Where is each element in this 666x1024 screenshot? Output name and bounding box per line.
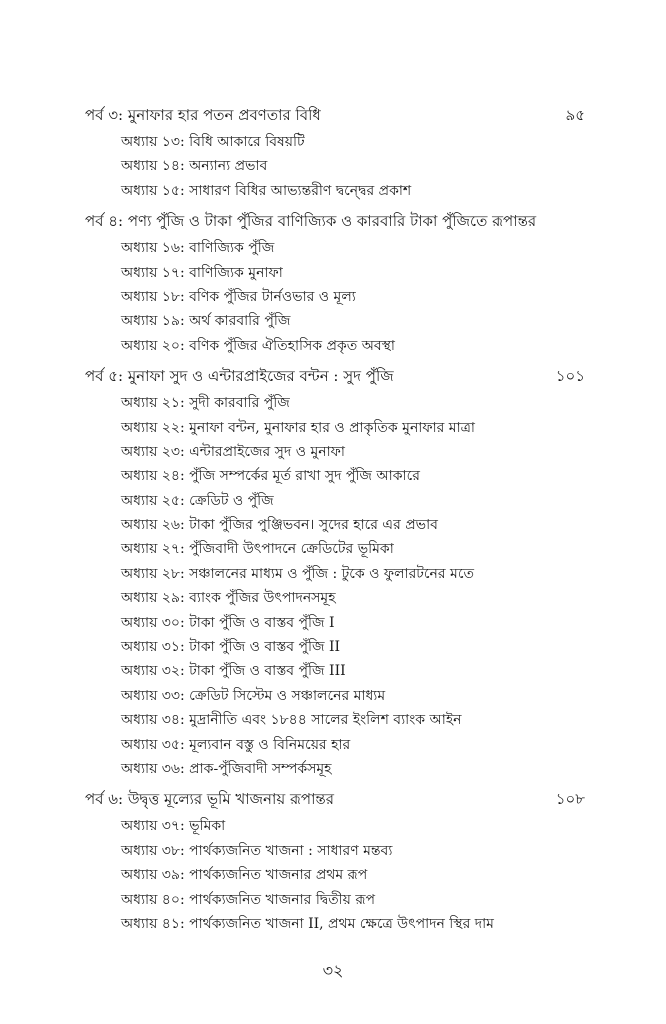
chapter-entry: অধ্যায় ১৬: বাণিজ্যিক পুঁজি <box>121 240 275 257</box>
part-title: পর্ব ৩: মুনাফার হার পতন প্রবণতার বিধি <box>85 106 321 124</box>
toc-part <box>85 101 585 203</box>
part-page-number: ১০১ <box>555 367 585 386</box>
page-number: ৩২ <box>322 961 344 980</box>
chapter-entry: অধ্যায় ৩৬: প্রাক-পুঁজিবাদী সম্পর্কসমূহ <box>121 760 332 777</box>
chapter-entry: অধ্যায় ২০: বণিক পুঁজির ঐতিহাসিক প্রকৃত অবস্থা <box>121 337 395 354</box>
chapter-entry: অধ্যায় ২৮: সঞ্চালনের মাধ্যম ও পুঁজি : টুকে ও ফুলারটনের মতে <box>121 565 474 582</box>
part-title: পর্ব ৪: পণ্য পুঁজি ও টাকা পুঁজির বাণিজ্যিক ও কারবারি টাকা পুঁজিতে রূপান্তর <box>85 212 537 231</box>
chapter-entry: অধ্যায় ৪১: পার্থক্যজনিত খাজনা II, প্রথম ক্ষেত্রে উৎপাদন স্থির দাম <box>121 915 494 932</box>
chapter-entry: অধ্যায় ২৩: এন্টারপ্রাইজের সুদ ও মুনাফা <box>121 443 345 460</box>
toc-part <box>85 207 585 358</box>
chapter-entry: অধ্যায় ২২: মুনাফা বন্টন, মুনাফার হার ও প্রাকৃতিক মুনাফার মাত্রা <box>121 419 475 436</box>
chapter-entry: অধ্যায় ২৪: পুঁজি সম্পর্কের মূর্ত রাখা সুদ পুঁজি আকারে <box>121 468 420 485</box>
chapter-entry: অধ্যায় ১৩: বিধি আকারে বিষয়টি <box>121 134 305 150</box>
chapter-entry: অধ্যায় ২৯: ব্যাংক পুঁজির উৎপাদনসমূহ <box>121 590 336 607</box>
chapter-entry: অধ্যায় ৩৪: মুদ্রানীতি এবং ১৮৪৪ সালের ইংলিশ ব্যাংক আইন <box>121 712 462 729</box>
part-title: পর্ব ৬: উদ্বৃত্ত মূল্যের ভূমি খাজনায় রূপান্তর <box>85 790 335 809</box>
part-heading <box>85 101 585 130</box>
chapter-entry: অধ্যায় ২৫: ক্রেডিট ও পুঁজি <box>121 492 274 509</box>
part-heading <box>85 207 585 236</box>
chapter-entry: অধ্যায় ৩৫: মূল্যবান বস্তু ও বিনিময়ের হার <box>121 736 351 753</box>
part-page-number: ১০৮ <box>555 790 585 809</box>
toc-part <box>85 362 585 781</box>
chapter-entry: অধ্যায় ১৭: বাণিজ্যিক মুনাফা <box>121 264 283 281</box>
chapter-entry: অধ্যায় ৩০: টাকা পুঁজি ও বাস্তব পুঁজি I <box>121 614 335 631</box>
chapter-entry: অধ্যায় ৩৭: ভূমিকা <box>121 818 226 835</box>
chapter-entry: অধ্যায় ২১: সুদী কারবারি পুঁজি <box>121 395 290 412</box>
table-of-contents <box>85 101 585 940</box>
chapter-entry: অধ্যায় ১৪: অন্যান্য প্রভাব <box>121 158 268 175</box>
chapter-entry: অধ্যায় ৩২: টাকা পুঁজি ও বাস্তব পুঁজি III <box>121 663 346 680</box>
part-page-number: ৯৫ <box>565 106 585 124</box>
chapter-entry: অধ্যায় ২৭: পুঁজিবাদী উৎপাদনে ক্রেডিটের ভূমিকা <box>121 541 394 558</box>
chapter-entry: অধ্যায় ১৫: সাধারণ বিধির আভ্যন্তরীণ দ্বন্দ্বের প্রকাশ <box>121 182 412 199</box>
chapter-entry: অধ্যায় ২৬: টাকা পুঁজির পুঞ্জিভবন। সুদের হারে এর প্রভাব <box>121 517 438 534</box>
toc-part <box>85 785 585 936</box>
chapter-entry: অধ্যায় ৩৩: ক্রেডিট সিস্টেম ও সঞ্চালনের মাধ্যম <box>121 687 386 704</box>
chapter-entry: অধ্যায় ৪০: পার্থক্যজনিত খাজনার দ্বিতীয় রূপ <box>121 891 376 908</box>
part-title: পর্ব ৫: মুনাফা সুদ ও এন্টারপ্রাইজের বন্টন : সুদ পুঁজি <box>85 367 394 386</box>
chapter-entry: অধ্যায় ১৮: বণিক পুঁজির টার্নওভার ও মূল্য <box>121 288 356 305</box>
chapter-entry: অধ্যায় ৩১: টাকা পুঁজি ও বাস্তব পুঁজি II <box>121 639 341 656</box>
part-heading <box>85 362 585 391</box>
part-heading <box>85 785 585 814</box>
chapter-entry: অধ্যায় ১৯: অর্থ কারবারি পুঁজি <box>121 313 291 330</box>
chapter-entry: অধ্যায় ৩৯: পার্থক্যজনিত খাজনার প্রথম রূপ <box>121 867 368 884</box>
chapter-entry: অধ্যায় ৩৮: পার্থক্যজনিত খাজনা : সাধারণ মন্তব্য <box>121 842 393 859</box>
